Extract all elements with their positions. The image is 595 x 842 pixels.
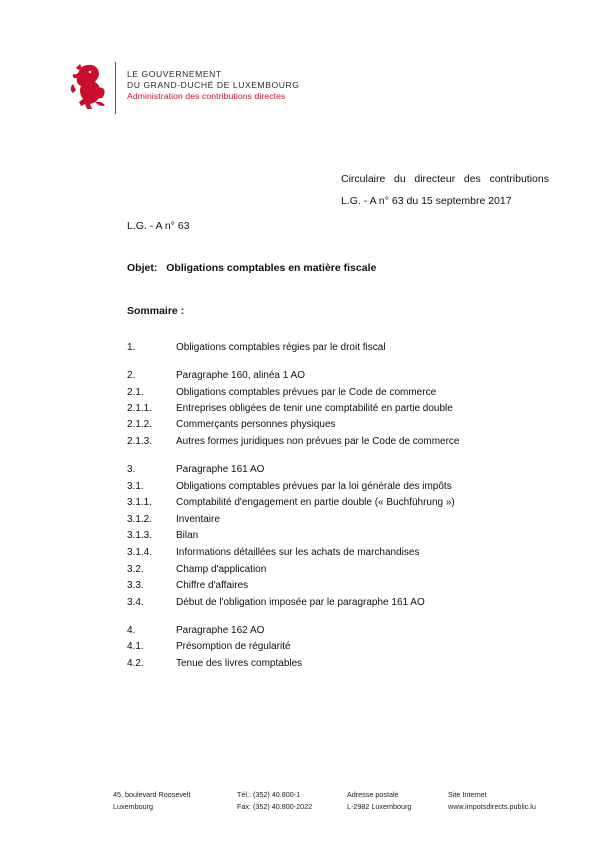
toc-text: Autres formes juridiques non prévues par le Code de commerce	[176, 436, 460, 447]
header-divider	[115, 62, 116, 114]
footer-postal-line-2: L-2982 Luxembourg	[347, 802, 412, 811]
footer-postal	[347, 789, 411, 813]
toc-text: Obligations comptables prévues par la loi générale des impôts	[176, 481, 452, 492]
toc-text: Bilan	[176, 530, 199, 541]
toc-text: Informations détaillées sur les achats de marchandises	[176, 547, 420, 558]
toc-number: 3.1.2.	[127, 514, 153, 525]
toc-text: Obligations comptables prévues par le Code de commerce	[176, 387, 437, 398]
toc-text: Paragraphe 162 AO	[176, 625, 265, 636]
subject-text: Obligations comptables en matière fiscale	[166, 262, 377, 274]
toc-number: 4.2.	[127, 658, 144, 669]
toc-number: 3.4.	[127, 597, 144, 608]
footer-address	[113, 789, 191, 813]
toc-number: 3.1.	[127, 481, 144, 492]
luxembourg-lion-logo	[68, 62, 108, 112]
government-header	[127, 69, 300, 102]
toc-number: 3.1.3.	[127, 530, 153, 541]
footer-address-line-1: 45, boulevard Roosevelt	[113, 790, 191, 799]
circular-title: Circulaire du directeur des contributions	[341, 173, 549, 185]
footer-phone-line-2: Fax: (352) 40.800-2022	[237, 802, 313, 811]
government-line-2: DU GRAND-DUCHÉ DE LUXEMBOURG	[127, 80, 300, 90]
toc-text: Présomption de régularité	[176, 641, 291, 652]
toc-number: 3.1.4.	[127, 547, 153, 558]
subject-label: Objet:	[127, 262, 158, 274]
toc-number: 3.3.	[127, 580, 144, 591]
footer-website-line-2[interactable]: www.impotsdirects.public.lu	[448, 802, 536, 811]
toc-text: Paragraphe 161 AO	[176, 464, 265, 475]
toc-number: 1.	[127, 342, 136, 353]
toc-number: 3.2.	[127, 564, 144, 575]
toc-number: 4.	[127, 625, 136, 636]
toc-number: 3.	[127, 464, 136, 475]
toc-text: Inventaire	[176, 514, 220, 525]
toc-number: 2.1.	[127, 387, 144, 398]
administration-name: Administration des contributions directes	[127, 91, 286, 101]
toc-number: 2.1.1.	[127, 403, 153, 414]
footer-phone-line-1: Tél.: (352) 40.800-1	[237, 790, 301, 799]
government-line-1: LE GOUVERNEMENT	[127, 69, 222, 79]
footer-postal-line-1: Adresse postale	[347, 790, 399, 799]
toc-text: Obligations comptables régies par le droit fiscal	[176, 342, 386, 353]
footer-address-line-2: Luxembourg	[113, 802, 153, 811]
footer-website-line-1: Site Internet	[448, 790, 487, 799]
summary-title: Sommaire :	[127, 305, 185, 317]
toc-text: Entreprises obligées de tenir une comptabilité en partie double	[176, 403, 453, 414]
toc-text: Tenue des livres comptables	[176, 658, 303, 669]
toc-number: 2.1.2.	[127, 419, 153, 430]
toc-number: 4.1.	[127, 641, 144, 652]
footer-website	[448, 789, 536, 813]
toc-text: Comptabilité d'engagement en partie double (« Buchführung »)	[176, 497, 455, 508]
toc-text: Chiffre d'affaires	[176, 580, 249, 591]
footer-phone	[237, 789, 312, 813]
toc-number: 3.1.1.	[127, 497, 153, 508]
toc-number: 2.	[127, 370, 136, 381]
toc-text: Paragraphe 160, alinéa 1 AO	[176, 370, 305, 381]
red-lion-icon	[68, 62, 108, 112]
toc-text: Début de l'obligation imposée par le paragraphe 161 AO	[176, 597, 425, 608]
document-reference: L.G. - A n° 63	[127, 220, 190, 232]
circular-reference	[341, 168, 549, 212]
toc-number: 2.1.3.	[127, 436, 153, 447]
toc-text: Commerçants personnes physiques	[176, 419, 336, 430]
toc-text: Champ d'application	[176, 564, 267, 575]
circular-date: L.G. - A n° 63 du 15 septembre 2017	[341, 195, 512, 207]
subject-line	[127, 262, 376, 274]
